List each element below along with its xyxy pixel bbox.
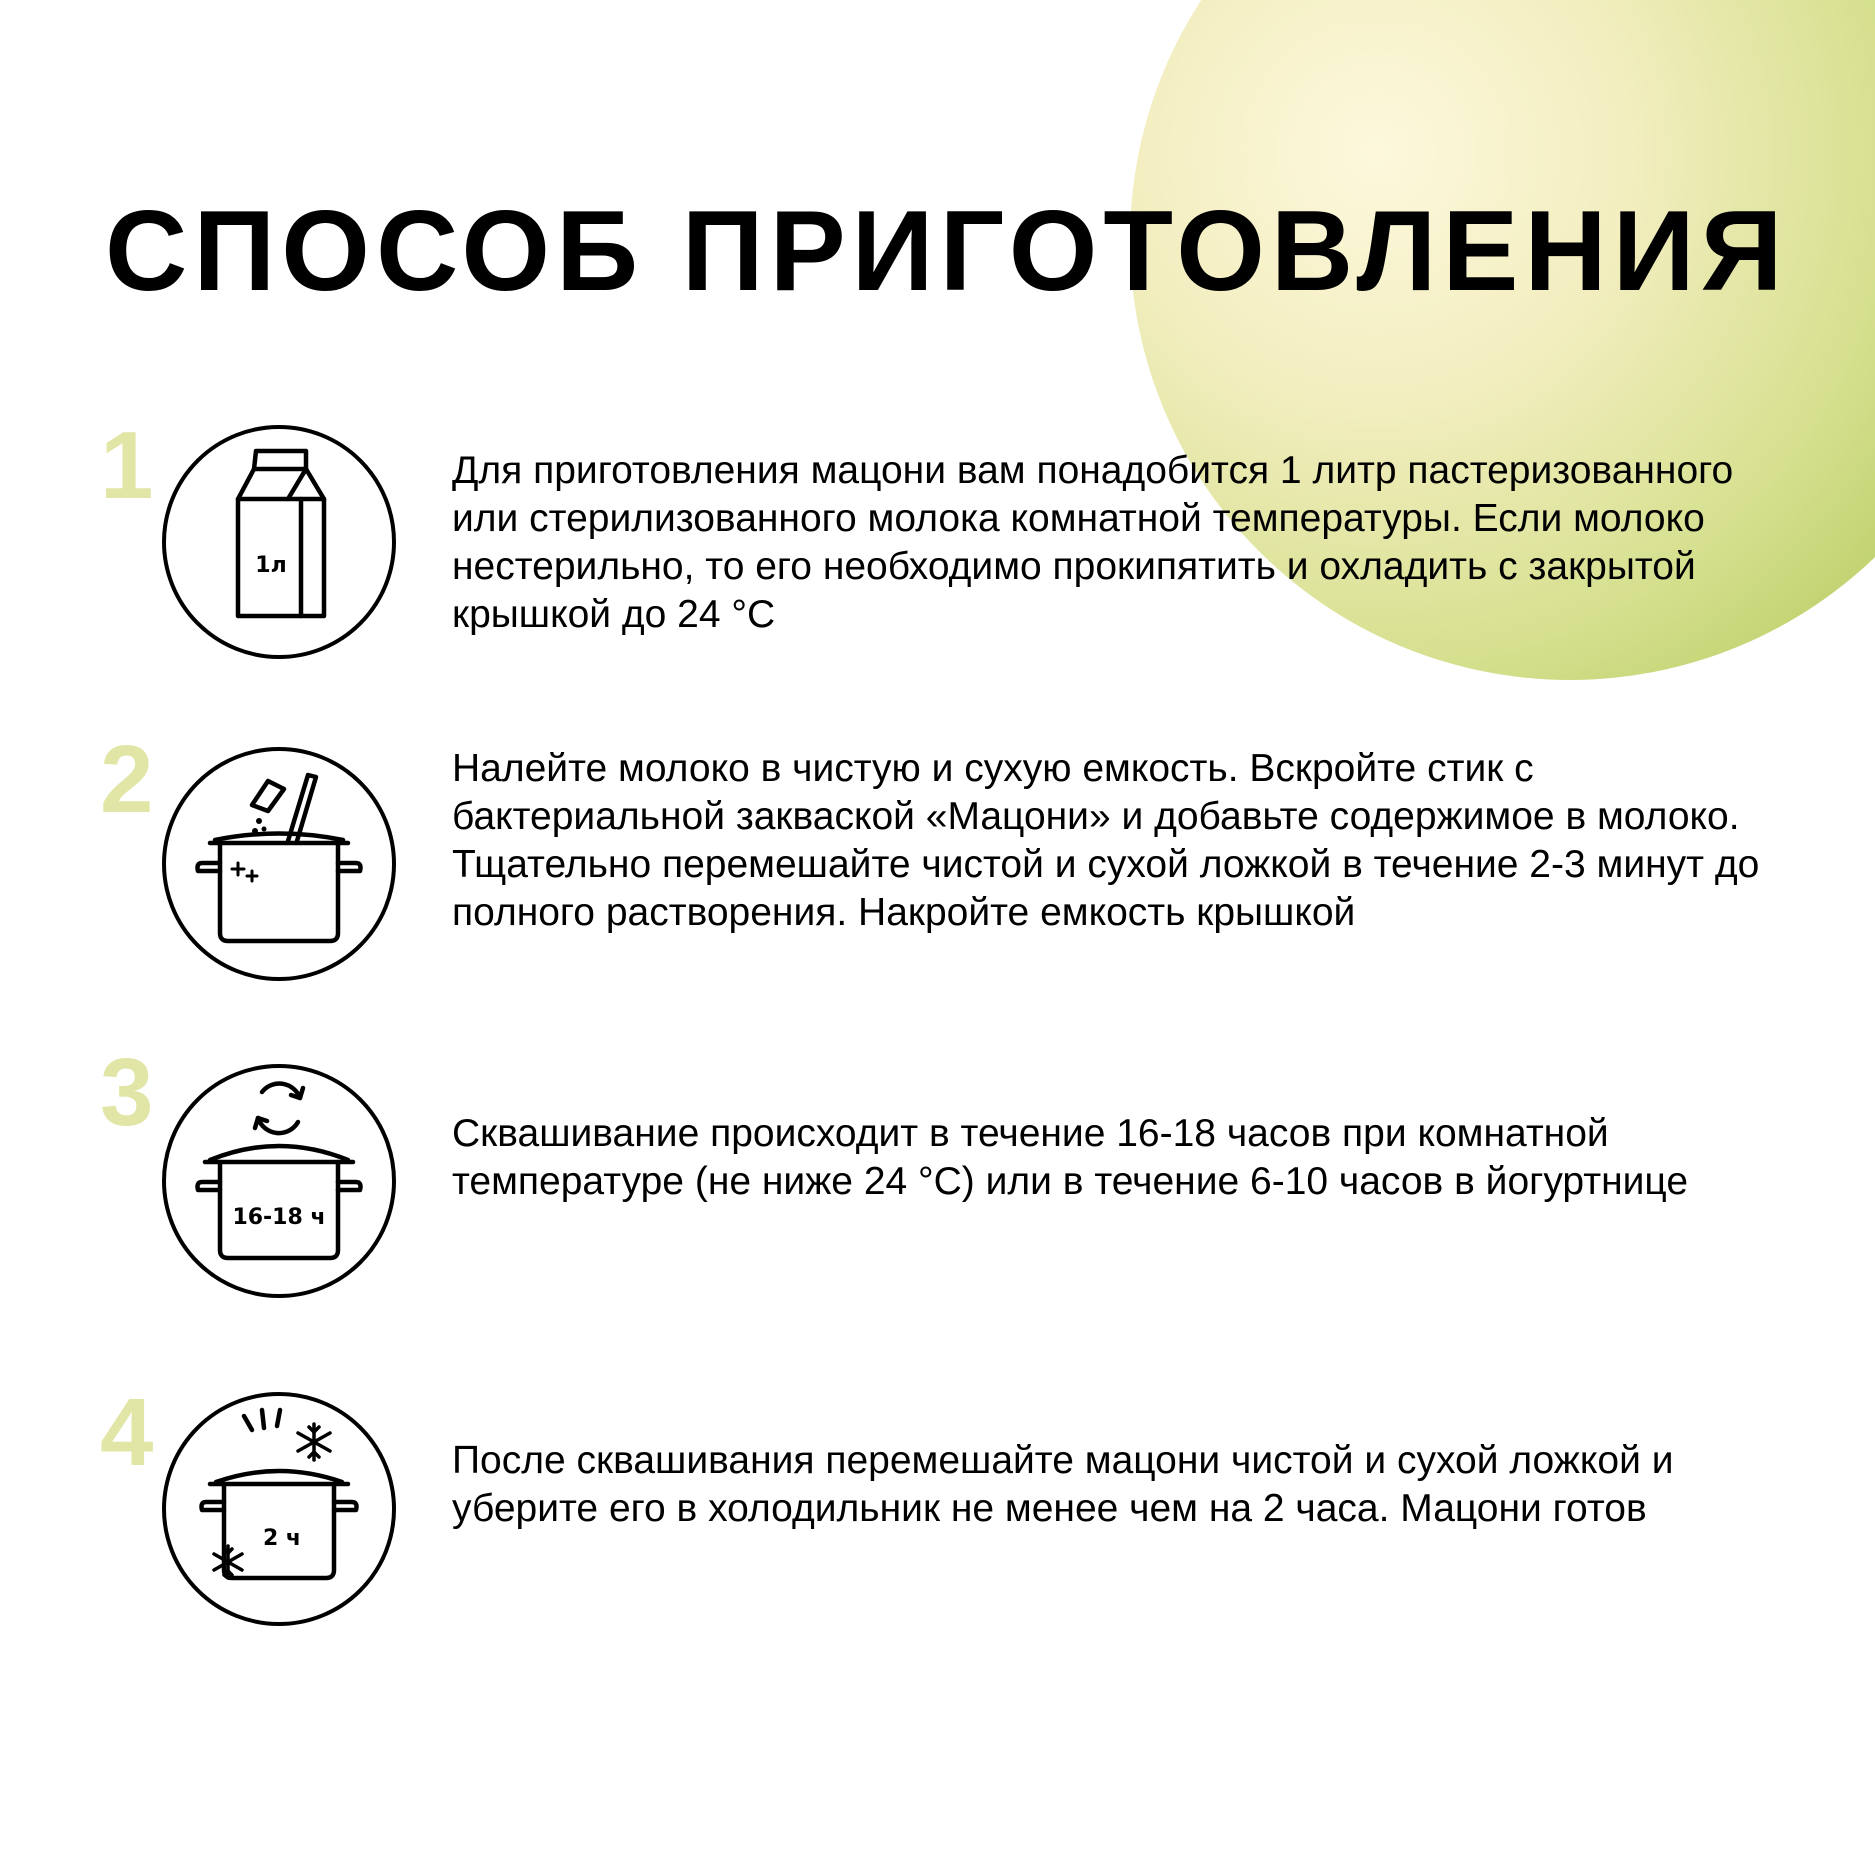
- milk-carton-icon: [160, 423, 398, 661]
- pot-fermenting-icon: [160, 1062, 398, 1300]
- step-text-1: Для приготовления мацони вам понадобится 1 литр пастеризованного или стерилизованного молока комнатной температуры. Если молоко нестерильно, то его необходимо прокипятить и охладить с закрытой крышкой до 24 °С: [452, 449, 1734, 636]
- cooling-time-label: 2 ч: [262, 1526, 302, 1551]
- pot-with-starter-icon: [160, 745, 398, 983]
- step-text-4: После сквашивания перемешайте мацони чистой и сухой ложкой и уберите его в холодильник не менее чем на 2 часа. Мацони готов: [452, 1439, 1674, 1530]
- milk-volume-label: 1л: [255, 553, 287, 578]
- step-number-1: 1: [100, 412, 154, 519]
- step-text-2: Налейте молоко в чистую и сухую емкость. Вскройте стик с бактериальной закваской «Мацони» и добавьте содержимое в молоко. Тщательно перемешайте чистой и сухой ложкой в течение 2-3 минут до полного растворения. Накройте емкость крышкой: [452, 747, 1760, 934]
- pot-cooling-icon: [160, 1390, 398, 1628]
- step-number-2: 2: [100, 726, 154, 833]
- step-text-3: Сквашивание происходит в течение 16-18 часов при комнатной температуре (не ниже 24 °С) или в течение 6-10 часов в йогуртнице: [452, 1112, 1689, 1203]
- fermenting-time-label: 16-18 ч: [232, 1205, 326, 1230]
- step-number-4: 4: [100, 1379, 154, 1486]
- page-title: СПОСОБ ПРИГОТОВЛЕНИЯ: [105, 188, 1789, 315]
- step-number-3: 3: [100, 1039, 154, 1146]
